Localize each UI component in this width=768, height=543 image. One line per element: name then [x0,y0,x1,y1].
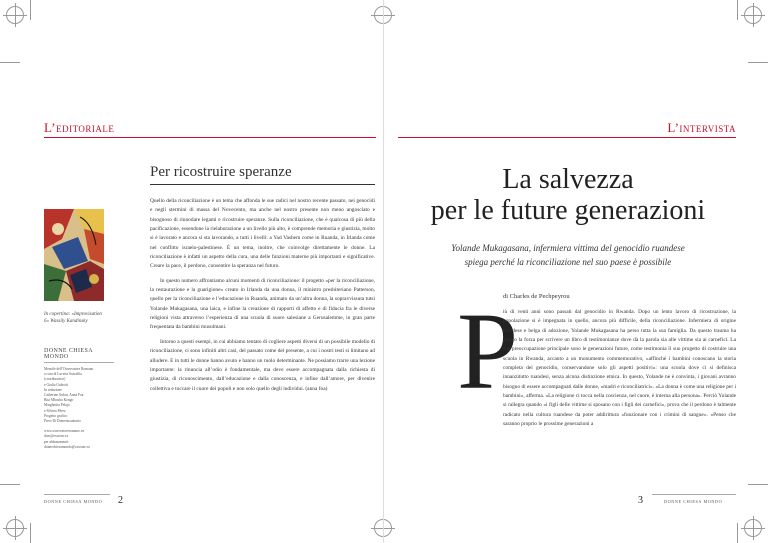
masthead-contact: per abbonamenti: [44,439,70,444]
masthead-line: Progetto grafico [44,413,68,418]
crop-mark [737,0,738,20]
masthead-line: (coordinatrice) [44,377,66,382]
masthead-contact: dcm@ossrom.va [44,434,69,439]
crop-mark [737,523,738,543]
right-footer-rule [652,494,736,495]
registration-mark-icon [6,6,24,24]
masthead-line: Catherine Aubin, Anna Foa [44,393,84,398]
editorial-body [150,197,375,399]
interview-title [398,165,738,227]
masthead-contact: donnechiesamondo@ossrom.va [44,444,90,449]
interview-title-line: La salvezza [502,164,634,195]
cover-caption: In copertina: «Improvisation 6» Wassily Kandinsky [44,312,102,324]
masthead-contact: www.osservatoreromano.va [44,429,85,434]
crop-mark [30,523,31,543]
crop-mark [0,62,20,63]
left-section-heading: L’editoriale [44,120,115,135]
registration-mark-icon [744,519,762,537]
right-page-number: 3 [638,495,643,506]
masthead-line: In redazione [44,387,62,392]
kandinsky-painting-icon [44,209,104,301]
spread-gutter [383,0,384,543]
editorial-paragraph: In questo numero affrontiamo alcuni momenti di riconciliazione: il progetto «per la riconciliazione, la restaurazione e la guarigione» creato in Irlanda da una donna, il ministro presbiteriano Patterson, quello per la riconciliazione e l’educazione in Ruanda, animato da un’altra donna, la sopravvissuta tutsi Yolande Mukagasana, una laica, e infine la creazione di rapporti di affetto e di fiducia fra le diverse religioni vista attraverso l’esperienza di una scuola di suore salesiane a Gerusalemme, in gran parte frequentata da bambini musulmani. [150,277,375,331]
interview-title-line: per le future generazioni [430,194,706,226]
masthead-line: Margherita Pelaja [44,403,70,408]
right-footer-label: DONNE CHIESA MONDO [664,499,723,504]
masthead-line: a cura di Lucetta Scaraffia [44,372,82,377]
drop-cap: P [457,290,519,412]
interview-subtitle [398,242,738,270]
interview-subtitle-line: spiega perché la riconciliazione nel suo paese è possibile [464,256,672,267]
crop-mark [748,62,768,63]
interview-subtitle-line: Yolande Mukagasana, infermiera vittima del genocidio ruandese [451,243,685,253]
interview-body: iù di venti anni sono passati dal genocidio in Rwanda. Dopo un lento lavoro di ricostruzione, la popolazione si è impegnata in quello, ancora più difficile, della riconciliazione. Infermiera di origine mandese e belga di adozione, Yolande Mukagasana ha perso tutta la sua famiglia. Da questo trauma ha attinto la forza per scrivere un libro di testimonianze dove dà la parola sia alle vittime sia ai carnefici. La sua preoccupazione principale sono le generazioni future, come testimonia il suo progetto di costruire una scuola in Rwanda, accanto a un monumento commemorativo, «affinché i bambini conoscano la storia completa del genocidio, conservandone solo gli aspetti positivi»: una scuola dove ci si definisca innanzitutto ruandesi, senza alcuna distinzione etnica. In questo, Yolande ne è convinta, i giovani avranno bisogno di essere accompagnati dalle donne, «madri e riconciliatrici». «La donna è come una religione per i bambini», afferma. «La religione ci tocca nella coscienza, nel cuore, è interna alla persona». Perciò Yolande si rallegra quando «i figli delle vittime si sposano con i figli dei carnefici», prova che il perdono è talmente radicato nella cultura ruandese da poter addirittura «funzionare con i crimini di sangue». «Penso che saranno proprio le prossime generazioni a [503,309,736,428]
crop-mark [0,484,20,485]
masthead [44,348,114,450]
crop-mark [748,484,768,485]
cover-painting [44,209,104,301]
right-section-rule [398,137,736,138]
interview-byline: di Charles de Pechpeyrou [503,293,570,300]
left-footer-label: DONNE CHIESA MONDO [44,499,103,504]
right-section-heading: L’intervista [667,120,736,135]
editorial-paragraph: Quello della riconciliazione è un tema che affonda le sue radici nel nostro recente passato, nei genocidi e negli stermini di massa del Novecento, ma anche nel nostro presente non meno angosciato e bisognoso di rinnodare legami e ricostruire speranze. Sulla riconciliazione, che è qualcosa di più della pacificazione, essendone la rielaborazione a un livello più alto, è comprende memoria e giustizia, molto si è lavorato e ancora si sta lavorando, a tutti i livelli: a Yad Vashem come in Ruanda, in Irlanda come nel conflitto israelo-palestinese. È un tema, inoltre, che coinvolge direttamente le donne. La riconciliazione è infatti un aspetto della cura, una delle funzioni materne più importanti e significative. Creare la pace, il perdono, consentire la speranza nel futuro. [150,198,375,270]
masthead-line: Mensile dell’Osservatore Romano [44,367,94,371]
left-page-number: 2 [118,495,123,506]
masthead-line: Rita Mboshu Kongo [44,398,74,403]
left-footer-rule [44,494,110,495]
masthead-line: Piero Di Domenicantonio [44,419,81,424]
left-section-rule [44,137,376,138]
registration-mark-icon [744,6,762,24]
masthead-title: DONNE CHIESA MONDO [44,348,114,363]
crop-mark [30,0,31,20]
editorial-paragraph: Intorno a questi esempi, in cui abbiamo tentato di cogliere aspetti diversi di un possibile modello di riconciliazione, ci sono infiniti altri casi, del passato come del presente, a cui i nostri testi si limitano ad alludere. E in tutti le donne hanno avuto e hanno un ruolo determinante. Ne possiamo trarre una lezione importante: la rinuncia all’odio è fondamentale, ma deve essere accompagnata dalla richiesta di giustizia, di riconoscimento, dall’educazione e dalla conoscenza, e infine dall’amore, per divenire collettiva e toccare il cuore dei popoli e non solo quello degli individui. (anna foa) [150,338,375,392]
masthead-line: e Silvina Pérez [44,408,66,413]
editorial-title-rule [150,184,375,185]
registration-mark-icon [6,519,24,537]
editorial-title: Per ricostruire speranze [150,164,292,180]
masthead-line: e Giulia Galeotti [44,382,68,387]
